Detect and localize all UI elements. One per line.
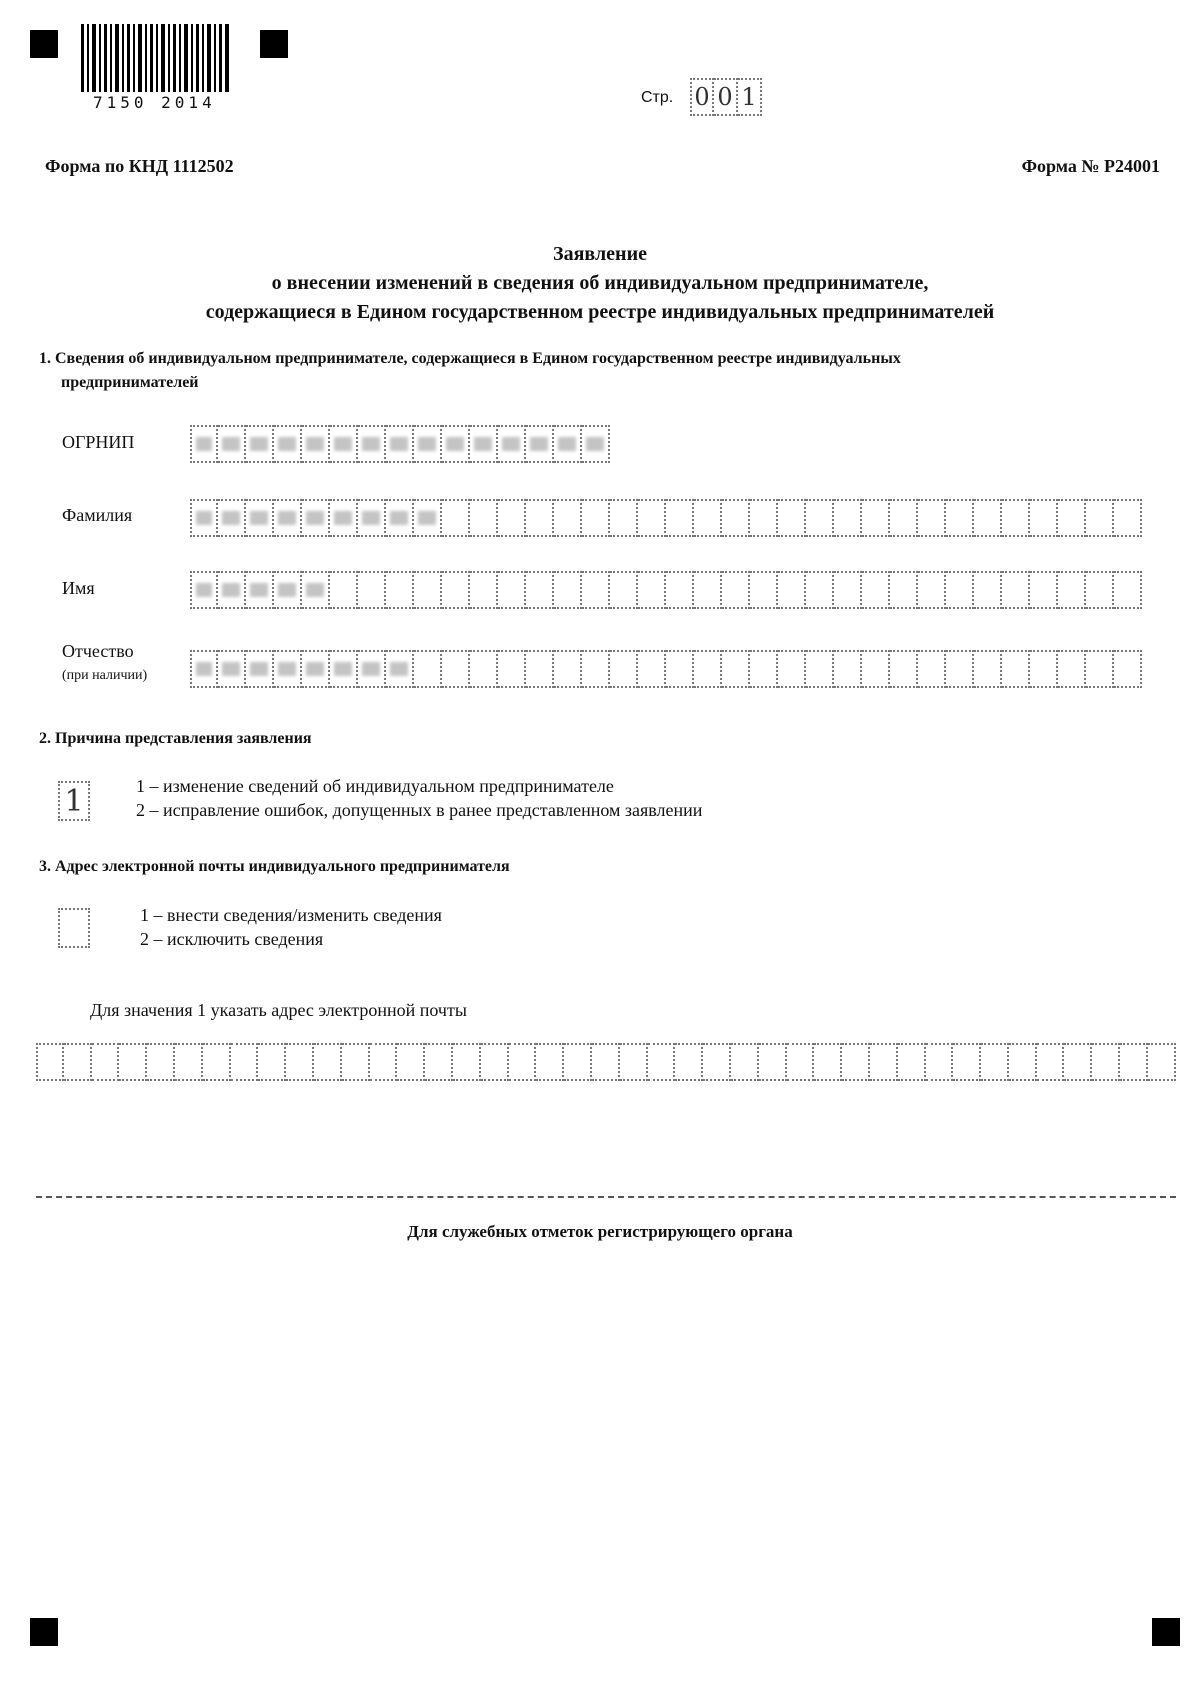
patronymic-cell — [246, 650, 274, 688]
surname-cell — [1002, 499, 1030, 537]
surname-cell — [218, 499, 246, 537]
ogrnip-cell — [386, 425, 414, 463]
email-cell — [453, 1043, 481, 1081]
patronymic-cell — [274, 650, 302, 688]
surname-cell — [246, 499, 274, 537]
email-cell — [342, 1043, 370, 1081]
patronymic-cell — [694, 650, 722, 688]
patronymic-cell — [554, 650, 582, 688]
document-title: Заявление — [553, 243, 647, 265]
email-cell — [564, 1043, 592, 1081]
surname-cell — [414, 499, 442, 537]
ogrnip-cell — [302, 425, 330, 463]
email-cell — [648, 1043, 676, 1081]
ogrnip-cell — [274, 425, 302, 463]
name-cell — [862, 571, 890, 609]
email-cell — [231, 1043, 259, 1081]
patronymic-cell — [638, 650, 666, 688]
section3-heading: 3. Адрес электронной почты индивидуального предпринимателя — [39, 858, 510, 875]
name-cell — [526, 571, 554, 609]
email-cell — [314, 1043, 342, 1081]
barcode — [81, 24, 231, 92]
patronymic-cell — [414, 650, 442, 688]
surname-field[interactable] — [190, 499, 1142, 537]
separator-line — [36, 1196, 1176, 1198]
form-code-right: Форма № Р24001 — [1021, 156, 1160, 176]
name-field[interactable] — [190, 571, 1142, 609]
ogrnip-cell — [246, 425, 274, 463]
name-cell — [470, 571, 498, 609]
ogrnip-cell — [330, 425, 358, 463]
email-instruction: Для значения 1 указать адрес электронной почты — [90, 1000, 467, 1020]
email-cell — [1037, 1043, 1065, 1081]
surname-cell — [974, 499, 1002, 537]
patronymic-cell — [470, 650, 498, 688]
name-cell — [442, 571, 470, 609]
name-cell — [498, 571, 526, 609]
email-cell — [898, 1043, 926, 1081]
patronymic-cell — [1086, 650, 1114, 688]
registration-marker-top-right — [260, 30, 288, 58]
name-cell — [218, 571, 246, 609]
page-digit: 1 — [738, 78, 762, 116]
patronymic-note: (при наличии) — [62, 668, 148, 683]
registration-marker-bottom-left — [30, 1618, 58, 1646]
patronymic-label: Отчество — [62, 641, 134, 661]
patronymic-cell — [1058, 650, 1086, 688]
ogrnip-cell — [498, 425, 526, 463]
surname-cell — [1086, 499, 1114, 537]
surname-cell — [1030, 499, 1058, 537]
email-cell — [926, 1043, 954, 1081]
surname-cell — [526, 499, 554, 537]
patronymic-cell — [610, 650, 638, 688]
surname-cell — [302, 499, 330, 537]
surname-cell — [638, 499, 666, 537]
surname-cell — [1114, 499, 1142, 537]
email-cell — [787, 1043, 815, 1081]
surname-cell — [498, 499, 526, 537]
patronymic-cell — [778, 650, 806, 688]
surname-cell — [666, 499, 694, 537]
email-cell — [509, 1043, 537, 1081]
patronymic-cell — [498, 650, 526, 688]
email-cell — [425, 1043, 453, 1081]
email-cell — [814, 1043, 842, 1081]
page-number-field[interactable] — [690, 78, 762, 116]
patronymic-cell — [666, 650, 694, 688]
patronymic-cell — [834, 650, 862, 688]
page-digit: 0 — [714, 78, 738, 116]
name-cell — [1058, 571, 1086, 609]
name-cell — [610, 571, 638, 609]
patronymic-cell — [750, 650, 778, 688]
name-cell — [274, 571, 302, 609]
email-cell — [203, 1043, 231, 1081]
name-cell — [750, 571, 778, 609]
name-cell — [302, 571, 330, 609]
reason-value: 1 — [58, 781, 90, 821]
email-cell — [1064, 1043, 1092, 1081]
email-cell — [36, 1043, 64, 1081]
surname-cell — [722, 499, 750, 537]
patronymic-cell — [442, 650, 470, 688]
patronymic-cell — [358, 650, 386, 688]
patronymic-cell — [918, 650, 946, 688]
patronymic-cell — [946, 650, 974, 688]
patronymic-cell — [1030, 650, 1058, 688]
section2-heading: 2. Причина представления заявления — [39, 730, 312, 747]
patronymic-cell — [862, 650, 890, 688]
page-label: Стр. — [641, 89, 674, 106]
surname-cell — [750, 499, 778, 537]
patronymic-cell — [526, 650, 554, 688]
email-cell — [1148, 1043, 1176, 1081]
page-digit: 0 — [690, 78, 714, 116]
surname-cell — [806, 499, 834, 537]
email-cell — [370, 1043, 398, 1081]
surname-cell — [190, 499, 218, 537]
name-cell — [386, 571, 414, 609]
name-cell — [358, 571, 386, 609]
registration-marker-bottom-right — [1152, 1618, 1180, 1646]
ogrnip-cell — [526, 425, 554, 463]
surname-cell — [582, 499, 610, 537]
ogrnip-label: ОГРНИП — [62, 432, 135, 452]
ogrnip-cell — [218, 425, 246, 463]
name-cell — [582, 571, 610, 609]
name-cell — [694, 571, 722, 609]
email-option-1: 1 – внести сведения/изменить сведения — [140, 905, 442, 925]
name-cell — [834, 571, 862, 609]
name-cell — [806, 571, 834, 609]
email-action-field[interactable] — [58, 908, 90, 948]
ogrnip-cell — [442, 425, 470, 463]
email-cell — [731, 1043, 759, 1081]
email-field[interactable] — [36, 1043, 1176, 1081]
patronymic-cell — [722, 650, 750, 688]
surname-cell — [694, 499, 722, 537]
email-cell — [258, 1043, 286, 1081]
patronymic-cell — [806, 650, 834, 688]
patronymic-cell — [190, 650, 218, 688]
reason-option-1: 1 – изменение сведений об индивидуальном предпринимателе — [136, 776, 614, 796]
email-cell — [1009, 1043, 1037, 1081]
name-cell — [722, 571, 750, 609]
ogrnip-cell — [190, 425, 218, 463]
name-cell — [778, 571, 806, 609]
email-cell — [1092, 1043, 1120, 1081]
reason-field[interactable] — [58, 781, 90, 821]
name-cell — [554, 571, 582, 609]
surname-cell — [470, 499, 498, 537]
email-cell — [119, 1043, 147, 1081]
email-cell — [703, 1043, 731, 1081]
office-use-heading: Для служебных отметок регистрирующего органа — [407, 1222, 793, 1241]
patronymic-cell — [1002, 650, 1030, 688]
email-cell — [92, 1043, 120, 1081]
surname-cell — [274, 499, 302, 537]
surname-cell — [386, 499, 414, 537]
patronymic-cell — [582, 650, 610, 688]
registration-marker-top-left — [30, 30, 58, 58]
patronymic-cell — [386, 650, 414, 688]
email-action-value — [58, 908, 90, 948]
email-cell — [592, 1043, 620, 1081]
surname-cell — [358, 499, 386, 537]
surname-cell — [554, 499, 582, 537]
patronymic-field[interactable] — [190, 650, 1142, 688]
email-cell — [147, 1043, 175, 1081]
email-cell — [1120, 1043, 1148, 1081]
section1-heading: 1. Сведения об индивидуальном предпринимателе, содержащиеся в Едином государственном реестре индивидуальных — [39, 350, 901, 367]
surname-cell — [778, 499, 806, 537]
name-cell — [330, 571, 358, 609]
name-cell — [190, 571, 218, 609]
patronymic-cell — [330, 650, 358, 688]
email-cell — [536, 1043, 564, 1081]
email-cell — [675, 1043, 703, 1081]
surname-cell — [890, 499, 918, 537]
surname-cell — [330, 499, 358, 537]
name-label: Имя — [62, 578, 95, 598]
form-code-left: Форма по КНД 1112502 — [45, 156, 234, 176]
name-cell — [666, 571, 694, 609]
ogrnip-cell — [554, 425, 582, 463]
email-cell — [175, 1043, 203, 1081]
email-cell — [870, 1043, 898, 1081]
email-cell — [842, 1043, 870, 1081]
email-cell — [953, 1043, 981, 1081]
reason-option-2: 2 – исправление ошибок, допущенных в ранее представленном заявлении — [136, 800, 703, 820]
surname-cell — [1058, 499, 1086, 537]
name-cell — [946, 571, 974, 609]
email-cell — [64, 1043, 92, 1081]
name-cell — [1002, 571, 1030, 609]
ogrnip-cell — [582, 425, 610, 463]
name-cell — [246, 571, 274, 609]
name-cell — [1086, 571, 1114, 609]
ogrnip-cell — [470, 425, 498, 463]
ogrnip-field[interactable] — [190, 425, 610, 463]
patronymic-cell — [890, 650, 918, 688]
email-cell — [286, 1043, 314, 1081]
ogrnip-cell — [358, 425, 386, 463]
document-subtitle-line2: содержащиеся в Едином государственном реестре индивидуальных предпринимателей — [205, 301, 995, 323]
name-cell — [918, 571, 946, 609]
name-cell — [1114, 571, 1142, 609]
section1-heading-cont: предпринимателей — [61, 374, 199, 391]
patronymic-cell — [218, 650, 246, 688]
name-cell — [1030, 571, 1058, 609]
surname-cell — [946, 499, 974, 537]
email-cell — [397, 1043, 425, 1081]
patronymic-cell — [302, 650, 330, 688]
surname-cell — [834, 499, 862, 537]
email-cell — [759, 1043, 787, 1081]
surname-cell — [918, 499, 946, 537]
email-option-2: 2 – исключить сведения — [140, 929, 324, 949]
name-cell — [414, 571, 442, 609]
barcode-number: 7150 2014 — [93, 93, 216, 112]
email-cell — [981, 1043, 1009, 1081]
name-cell — [638, 571, 666, 609]
patronymic-cell — [974, 650, 1002, 688]
email-cell — [620, 1043, 648, 1081]
ogrnip-cell — [414, 425, 442, 463]
name-cell — [974, 571, 1002, 609]
document-subtitle-line1: о внесении изменений в сведения об индивидуальном предпринимателе, — [271, 272, 929, 294]
email-cell — [481, 1043, 509, 1081]
name-cell — [890, 571, 918, 609]
patronymic-cell — [1114, 650, 1142, 688]
surname-cell — [610, 499, 638, 537]
surname-cell — [862, 499, 890, 537]
surname-cell — [442, 499, 470, 537]
surname-label: Фамилия — [62, 505, 133, 525]
